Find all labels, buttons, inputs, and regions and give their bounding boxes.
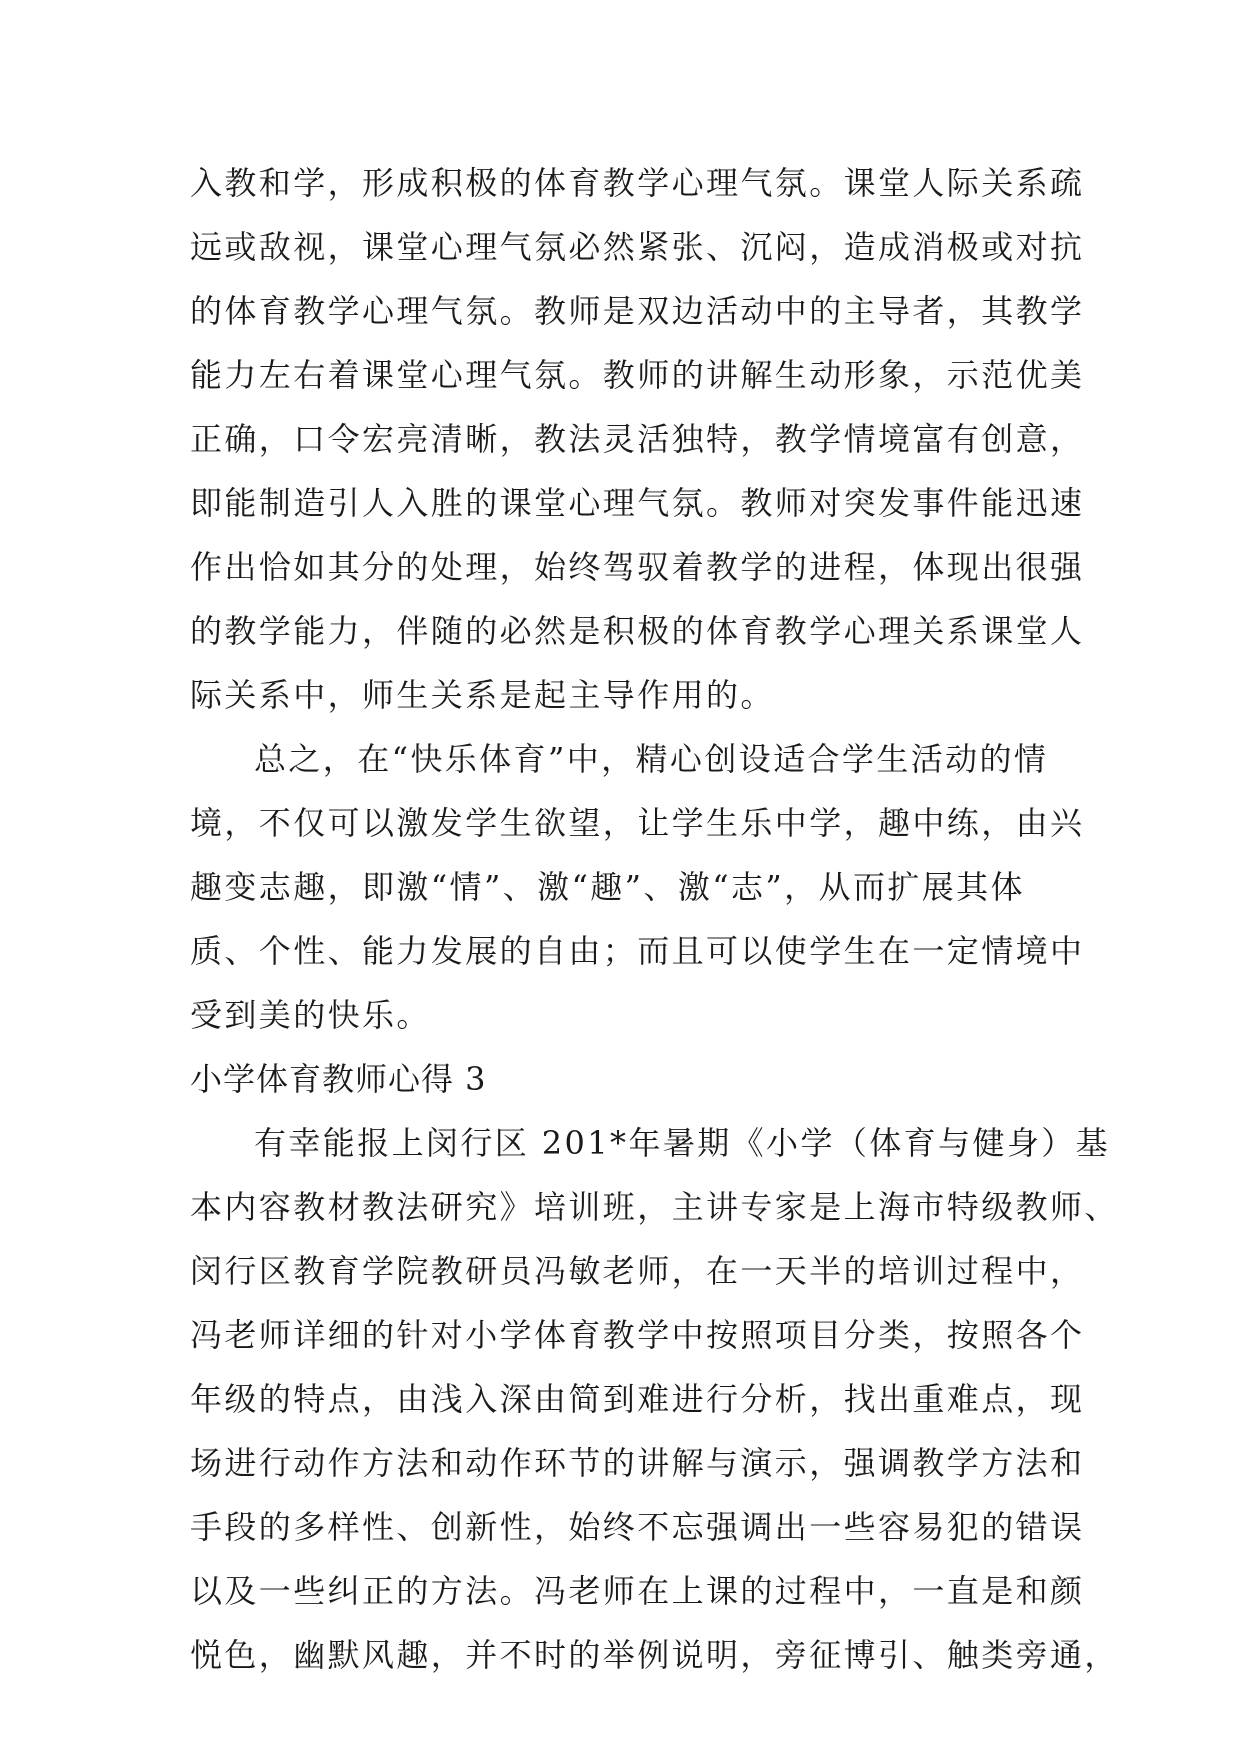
text-line: 悦色，幽默风趣，并不时的举例说明，旁征博引、触类旁通，	[190, 1636, 1119, 1674]
text-line: 场进行动作方法和动作环节的讲解与演示，强调教学方法和	[190, 1444, 1085, 1482]
text-line: 手段的多样性、创新性，始终不忘强调出一些容易犯的错误	[190, 1508, 1085, 1546]
text-line: 趣变志趣，即激“情”、激“趣”、激“志”，从而扩展其体	[190, 868, 1025, 906]
text-line: 作出恰如其分的处理，始终驾驭着教学的进程，体现出很强	[190, 548, 1085, 586]
text-line: 以及一些纠正的方法。冯老师在上课的过程中，一直是和颜	[190, 1572, 1085, 1610]
text-line: 的教学能力，伴随的必然是积极的体育教学心理关系课堂人	[190, 612, 1085, 650]
text-line: 境，不仅可以激发学生欲望，让学生乐中学，趣中练，由兴	[190, 804, 1085, 842]
text-line: 闵行区教育学院教研员冯敏老师，在一天半的培训过程中，	[190, 1252, 1085, 1290]
text-line: 冯老师详细的针对小学体育教学中按照项目分类，按照各个	[190, 1316, 1085, 1354]
text-line: 能力左右着课堂心理气氛。教师的讲解生动形象，示范优美	[190, 356, 1085, 394]
text-line: 正确，口令宏亮清晰，教法灵活独特，教学情境富有创意，	[190, 420, 1085, 458]
text-line: 入教和学，形成积极的体育教学心理气氛。课堂人际关系疏	[190, 164, 1085, 202]
text-line: 受到美的快乐。	[190, 996, 431, 1034]
text-line: 质、个性、能力发展的自由；而且可以使学生在一定情境中	[190, 932, 1085, 970]
text-line: 即能制造引人入胜的课堂心理气氛。教师对突发事件能迅速	[190, 484, 1085, 522]
text-line: 远或敌视，课堂心理气氛必然紧张、沉闷，造成消极或对抗	[190, 228, 1085, 266]
text-line: 本内容教材教法研究》培训班，主讲专家是上海市特级教师、	[190, 1188, 1119, 1226]
text-line: 的体育教学心理气氛。教师是双边活动中的主导者，其教学	[190, 292, 1085, 330]
text-line: 年级的特点，由浅入深由简到难进行分析，找出重难点，现	[190, 1380, 1085, 1418]
paragraph-first-line: 总之，在“快乐体育”中，精心创设适合学生活动的情	[254, 740, 1049, 778]
paragraph-first-line: 有幸能报上闵行区 201*年暑期《小学（体育与健身）基	[254, 1124, 1111, 1162]
section-heading: 小学体育教师心得 3	[190, 1060, 487, 1098]
text-line: 际关系中，师生关系是起主导作用的。	[190, 676, 775, 714]
